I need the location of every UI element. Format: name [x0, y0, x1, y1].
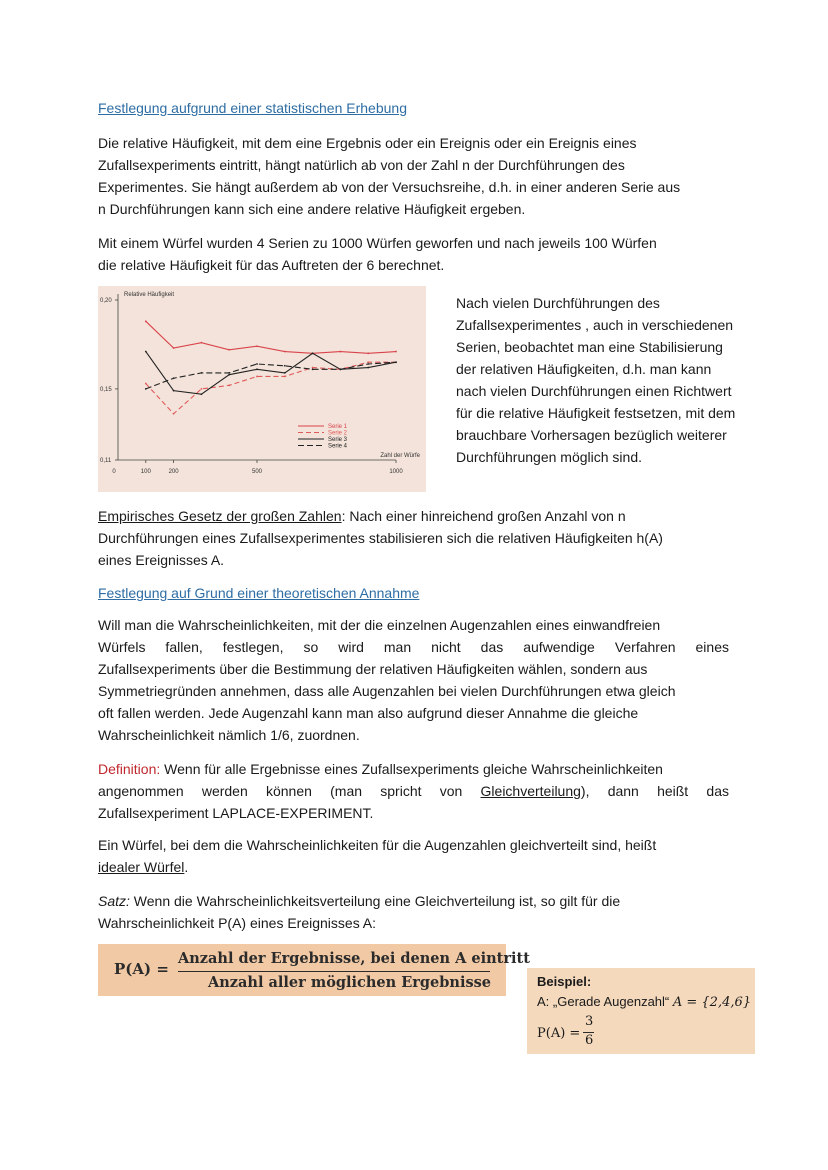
text-line: A: „Gerade Augenzahl“ [537, 994, 673, 1009]
formula-lhs: P(A) = [114, 960, 169, 978]
data-point [367, 363, 369, 365]
text-line: Experimentes. Sie hängt außerdem ab von der Versuchsreihe, d.h. in einer anderen Serie aus [98, 179, 681, 195]
event-set: A = {2,4,6} [672, 995, 752, 1010]
gleichverteilung-term: Gleichverteilung [480, 783, 581, 799]
y-axis-label: Relative Häufigkeit [124, 292, 175, 298]
text-line: Wenn die Wahrscheinlichkeitsverteilung eine Gleichverteilung ist, so gilt für die [129, 893, 621, 909]
text-line: Symmetriegründen annehmen, dass alle Augenzahlen bei vielen Durchführungen etwa gleich [98, 683, 676, 699]
example-denominator: 6 [585, 1033, 594, 1048]
data-point [256, 345, 258, 347]
example-box [527, 968, 755, 1054]
data-point [173, 347, 175, 349]
legend-label: Serie 1 [328, 424, 348, 430]
theoretical-paragraph [98, 614, 729, 746]
stabilization-text [456, 292, 776, 468]
relative-frequency-chart [98, 286, 426, 492]
text-line: Zufallsexperimentes , auch in verschiedenen [456, 317, 734, 333]
section-heading-theoretical: Festlegung auf Grund einer theoretischen Annahme [98, 585, 420, 601]
data-point [173, 390, 175, 392]
text-line: : Nach einer hinreichend großen Anzahl von n [341, 508, 626, 524]
data-point [173, 413, 175, 415]
data-point [284, 376, 286, 378]
data-point [312, 368, 314, 370]
example-lhs: P(A) = [537, 1026, 581, 1041]
data-point [312, 367, 314, 369]
text-line: Wenn für alle Ergebnisse eines Zufallsexperiments gleiche Wahrscheinlichkeiten [160, 761, 663, 777]
y-tick-label: 0,20 [100, 298, 112, 304]
text-line: Mit einem Würfel wurden 4 Serien zu 1000 Würfen geworfen und nach jeweils 100 Würfen [98, 235, 657, 251]
text-line: Durchführungen eines Zufallsexperimentes stabilisieren sich die relativen Häufigkeiten h(A) [98, 530, 663, 546]
text-line: brauchbare Vorhersagen bezüglich weiterer [456, 427, 727, 443]
example-event [537, 994, 751, 1010]
text-line: . [184, 859, 189, 875]
theorem-paragraph [98, 890, 729, 934]
x-tick-label: 500 [251, 469, 263, 475]
legend-label: Serie 4 [328, 443, 348, 450]
data-point [201, 342, 203, 344]
x-tick-label: 100 [140, 469, 151, 475]
definition-paragraph [98, 758, 729, 824]
formula-numerator: Anzahl der Ergebnisse, bei denen A eintritt [178, 950, 530, 967]
empirical-law-term: Empirisches Gesetz der großen Zahlen [98, 508, 342, 524]
x-tick-label: 0 [112, 469, 116, 475]
text-line: nach vielen Durchführungen einen Richtwert [456, 383, 732, 399]
data-point [201, 372, 203, 374]
data-point [228, 372, 230, 374]
data-point [340, 368, 342, 370]
data-point [395, 361, 397, 363]
data-point [256, 376, 258, 378]
fraction-bar [178, 971, 490, 972]
data-point [173, 377, 175, 379]
legend-label: Serie 2 [328, 430, 348, 437]
text-line: Durchführungen möglich sind. [456, 449, 642, 465]
formula-denominator: Anzahl aller möglichen Ergebnisse [208, 974, 491, 991]
experiment-paragraph [98, 232, 729, 276]
text-line: für die relative Häufigkeit festsetzen, mit dem [456, 405, 736, 421]
y-tick-label: 0,11 [100, 458, 112, 464]
series-line-3 [146, 352, 396, 395]
text-line: Serien, beobachtet man eine Stabilisierung [456, 339, 723, 355]
x-axis-label: Zahl der Würfe [380, 453, 420, 459]
data-point [228, 349, 230, 351]
text-line: Zufallsexperiments über die Bestimmung der relativen Häufigkeiten wählen, sondern aus [98, 661, 648, 677]
data-point [145, 320, 147, 322]
text-line: angenommen werden können (man spricht von [98, 783, 481, 799]
text-line: oft fallen werden. Jede Augenzahl kann man also aufgrund dieser Annahme die gleiche [98, 705, 639, 721]
text-line: Zufallsexperiment LAPLACE-EXPERIMENT. [98, 805, 374, 821]
text-line: die relative Häufigkeit für das Auftreten der 6 berechnet. [98, 257, 445, 273]
text-line: Würfels fallen, festlegen, so wird man nicht das aufwendige Verfahren eines [98, 639, 729, 655]
definition-label: Definition: [98, 761, 161, 777]
data-point [201, 393, 203, 395]
text-line: Nach vielen Durchführungen des [456, 295, 660, 311]
text-line: der relativen Häufigkeiten, d.h. man kann [456, 361, 712, 377]
text-line: Die relative Häufigkeit, mit dem eine Ergebnis oder ein Ereignis oder ein Ereignis eines [98, 135, 637, 151]
text-line: Zufallsexperiments eintritt, hängt natürlich ab von der Zahl n der Durchführungen des [98, 157, 625, 173]
intro-paragraph [98, 132, 729, 220]
text-line: Will man die Wahrscheinlichkeiten, mit der die einzelnen Augenzahlen eines einwandfreien [98, 617, 661, 633]
y-tick-label: 0,15 [100, 386, 112, 393]
x-tick-label: 1000 [389, 469, 403, 475]
data-point [340, 351, 342, 353]
x-tick-label: 200 [168, 469, 179, 475]
laplace-formula [98, 944, 530, 996]
text-line: Wahrscheinlichkeit P(A) eines Ereignisses A: [98, 915, 377, 931]
data-point [284, 351, 286, 353]
example-numerator: 3 [585, 1014, 594, 1029]
chart-svg [98, 286, 426, 492]
section-heading-statistical: Festlegung aufgrund einer statistischen Erhebung [98, 100, 407, 116]
text-line: Ein Würfel, bei dem die Wahrscheinlichkeiten für die Augenzahlen gleichverteilt sind, heißt [98, 837, 657, 853]
data-point [367, 361, 369, 363]
data-point [256, 363, 258, 365]
data-point [367, 367, 369, 369]
data-point [395, 351, 397, 353]
ideal-die-paragraph [98, 834, 729, 878]
text-line: Wahrscheinlichkeit nämlich 1/6, zuordnen. [98, 727, 360, 743]
ideal-die-term: idealer Würfel [98, 859, 185, 875]
data-point [145, 383, 147, 385]
legend-label: Serie 3 [328, 437, 348, 443]
series-line-4 [146, 362, 396, 389]
text-line: ), dann heißt das [580, 783, 729, 799]
data-point [145, 388, 147, 390]
data-point [312, 352, 314, 354]
data-point [228, 384, 230, 386]
data-point [228, 374, 230, 376]
data-point [145, 351, 147, 353]
data-point [284, 372, 286, 374]
data-point [201, 388, 203, 390]
data-point [284, 365, 286, 367]
theorem-label: Satz: [98, 893, 130, 909]
example-title: Beispiel: [537, 974, 592, 989]
text-line: eines Ereignisses A. [98, 552, 225, 568]
empirical-law-paragraph [98, 505, 729, 571]
text-line: n Durchführungen kann sich eine andere relative Häufigkeit ergeben. [98, 201, 526, 217]
series-line-2 [146, 362, 396, 414]
data-point [256, 368, 258, 370]
series-line-1 [146, 321, 396, 353]
data-point [367, 352, 369, 354]
